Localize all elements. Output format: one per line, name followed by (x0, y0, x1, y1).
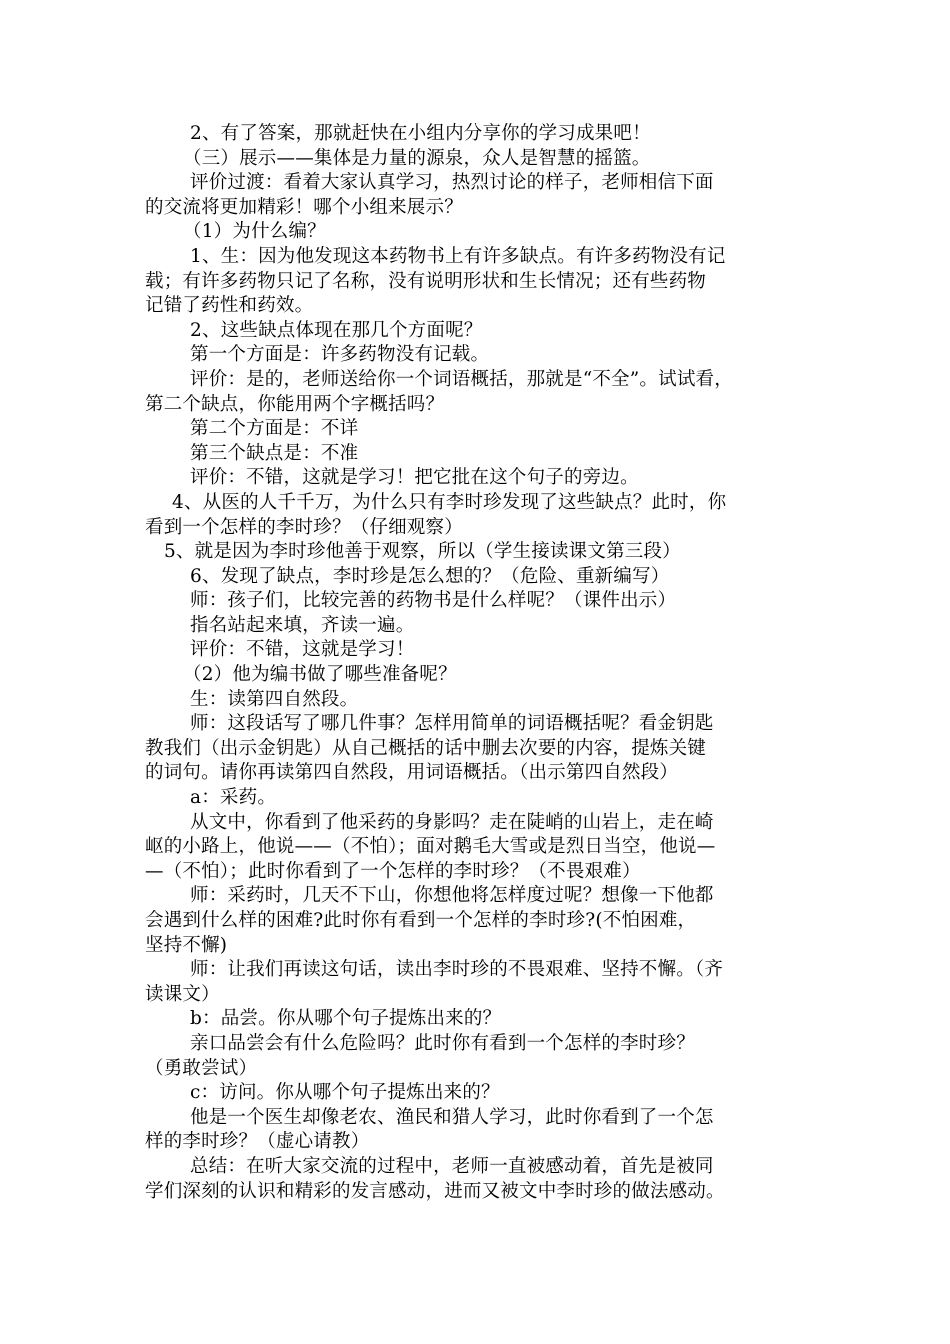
text-line: 1、生：因为他发现这本药物书上有许多缺点。有许多药物没有记 (190, 245, 726, 267)
text-line: a：采药。 (190, 787, 277, 809)
text-line: 看到一个怎样的李时珍？（仔细观察） (145, 516, 463, 538)
text-line: 亲口品尝会有什么危险吗？此时你有看到一个怎样的李时珍？ (190, 1032, 695, 1054)
text-line: 师：孩子们，比较完善的药物书是什么样呢？（课件出示） (190, 590, 677, 612)
text-line: 记错了药性和药效。 (145, 295, 314, 317)
text-line: 第一个方面是：许多药物没有记载。 (190, 344, 490, 366)
text-line: 教我们（出示金钥匙）从自己概括的话中删去次要的内容，提炼关键 (145, 737, 707, 759)
document-page (145, 122, 825, 1204)
text-line: 他是一个医生却像老农、渔民和猎人学习，此时你看到了一个怎 (190, 1106, 714, 1128)
text-line: 坚持不懈) (145, 934, 228, 956)
text-line: 师：这段话写了哪几件事？怎样用简单的词语概括呢？看金钥匙 (190, 713, 714, 735)
text-line: 师：让我们再读这句话，读出李时珍的不畏艰难、坚持不懈。（齐 (190, 959, 724, 981)
text-line: c：访问。你从哪个句子提炼出来的？ (190, 1082, 500, 1104)
text-line: 评价：是的，老师送给你一个词语概括，那就是“不全”。试试看， (190, 368, 733, 390)
text-line: 的交流将更加精彩！哪个小组来展示？ (145, 196, 463, 218)
text-line: （三）展示——集体是力量的源泉，众人是智慧的摇篮。 (183, 147, 651, 169)
text-line: 的词句。请你再读第四自然段，用词语概括。（出示第四自然段） (145, 762, 679, 784)
text-line: 第二个缺点，你能用两个字概括吗？ (145, 393, 445, 415)
text-line: （2）他为编书做了哪些准备呢？ (183, 664, 457, 686)
text-line: 2、这些缺点体现在那几个方面呢？ (190, 319, 483, 341)
text-line: 6、发现了缺点，李时珍是怎么想的？（危险、重新编写） (190, 565, 670, 587)
text-line: 会遇到什么样的困难?此时你有看到一个怎样的李时珍?(不怕困难， (145, 910, 697, 931)
text-line: 4、从医的人千千万，为什么只有李时珍发现了这些缺点？此时，你 (172, 491, 727, 513)
text-line: b：品尝。你从哪个句子提炼出来的？ (190, 1008, 502, 1030)
text-line: 评价过渡：看着大家认真学习，热烈讨论的样子，老师相信下面 (190, 172, 714, 194)
text-line: 5、就是因为李时珍他善于观察，所以（学生接读课文第三段） (164, 541, 681, 563)
text-line: 总结：在听大家交流的过程中，老师一直被感动着，首先是被同 (190, 1155, 714, 1177)
text-line: 样的李时珍？（虚心请教） (145, 1131, 370, 1153)
text-line: （1）为什么编？ (183, 221, 326, 243)
text-line: 师：采药时，几天不下山，你想他将怎样度过呢？想像一下他都 (190, 885, 714, 907)
text-line: 从文中，你看到了他采药的身影吗？走在陡峭的山岩上，走在崎 (190, 811, 714, 833)
text-line: （勇敢尝试） (145, 1057, 258, 1079)
text-line: 指名站起来填，齐读一遍。 (190, 614, 415, 636)
text-line: 生：读第四自然段。 (190, 688, 359, 710)
text-line: 第二个方面是：不详 (190, 418, 359, 440)
text-line: 评价：不错，这就是学习！把它批在这个句子的旁边。 (190, 467, 639, 489)
text-line: 2、有了答案，那就赶快在小组内分享你的学习成果吧！ (190, 123, 651, 144)
text-line: —（不怕）；此时你看到了一个怎样的李时珍？（不畏艰难） (145, 860, 641, 882)
text-line: 评价：不错，这就是学习！ (190, 639, 415, 661)
text-line: 载；有许多药物只记了名称，没有说明形状和生长情况；还有些药物 (145, 270, 707, 292)
text-line: 岖的小路上，他说——（不怕）；面对鹅毛大雪或是烈日当空，他说— (145, 836, 716, 858)
text-line: 读课文） (145, 983, 220, 1005)
text-line: 第三个缺点是：不准 (190, 442, 359, 464)
text-line: 学们深刻的认识和精彩的发言感动，进而又被文中李时珍的做法感动。 (145, 1180, 725, 1202)
